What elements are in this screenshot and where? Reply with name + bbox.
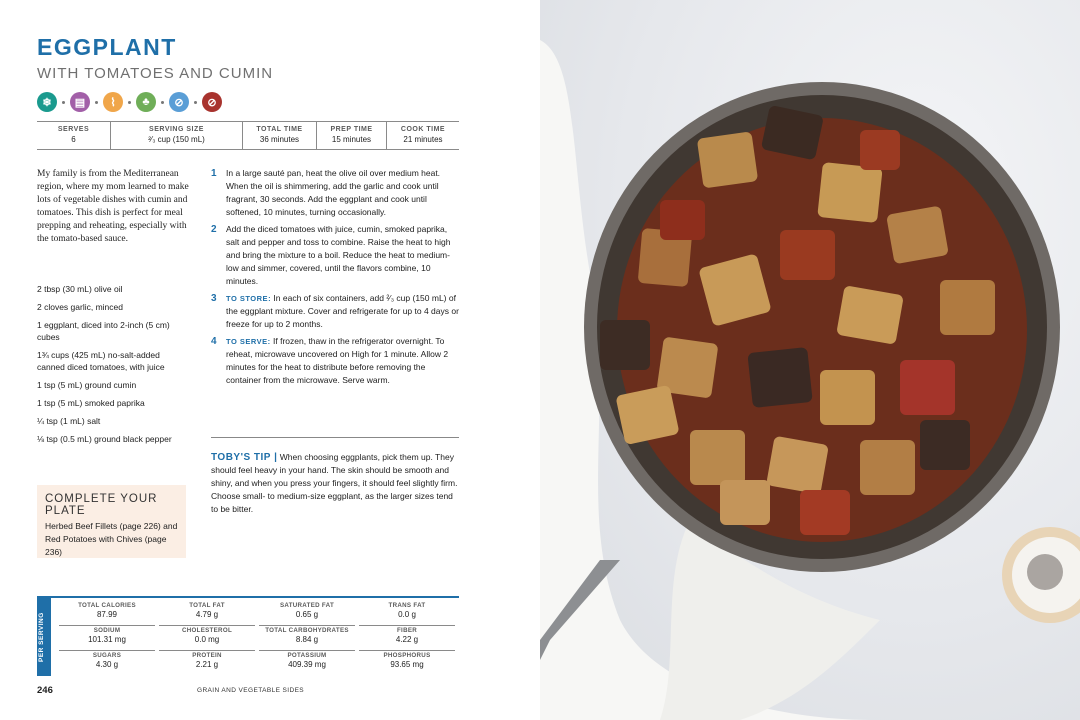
page-number: 246 [37,685,53,696]
stat-label: TOTAL TIME [256,126,303,133]
recipe-intro: My family is from the Mediterranean region, where my mom learned to make lots of vegetable dishes with cumin and tomatoes. This dish is perfect for meal prepping and reheating, especially with the tomato-based sauce. [37,169,189,244]
tobys-tip [211,451,459,516]
stat-value: 6 [71,135,76,144]
nutrient-trans-fat [359,601,455,626]
method-step [211,167,459,219]
ingredient-item: 2 cloves garlic, minced [37,302,123,312]
icon-separator-dot [62,101,65,104]
step-text: In each of six containers, add ²⁄₃ cup (150 mL) of the eggplant mixture. Cover and refrigerate for up to 4 days or freeze for up to 2 months. [226,293,459,329]
stat-serves [37,122,111,149]
nutrient-phosphorus [359,651,455,676]
nutrient-value: 0.65 g [295,610,319,619]
nutrient-fiber [359,626,455,651]
method-step [211,292,459,331]
recipe-subtitle: WITH TOMATOES AND CUMIN [37,65,274,82]
ingredient-item: 2 tbsp (30 mL) olive oil [37,284,123,294]
stat-value: 15 minutes [331,135,372,144]
no-dairy-icon: ⊘ [202,92,222,112]
nutrient-label: CHOLESTEROL [181,627,233,634]
complete-plate-text: Herbed Beef Fillets (page 226) and Red Potatoes with Chives (page 236) [45,521,178,557]
carrot-icon: ⌇ [103,92,123,112]
ingredient-item: 1¾ cups (425 mL) no-salt-added canned diced tomatoes, with juice [37,350,165,372]
nutrient-label: PHOSPHORUS [383,652,431,659]
nutrient-total-fat [159,601,255,626]
nutrient-sugars [59,651,155,676]
stat-serving-size [111,122,243,149]
nutrient-label: SODIUM [93,627,121,634]
stat-prep-time [317,122,387,149]
nutrient-value: 101.31 mg [88,635,126,644]
nutrient-potassium [259,651,355,676]
nutrient-label: SATURATED FAT [279,602,335,609]
icon-separator-dot [161,101,164,104]
stat-label: COOK TIME [400,126,446,133]
step-text: If frozen, thaw in the refrigerator overnight. To reheat, microwave uncovered on High for 1 minute. Allow 2 minutes for the heat to distribute before removing the container from the microwave. Serve warm. [226,336,449,385]
tip-keyword: TOBY'S TIP | [211,452,278,463]
ingredient-item: 1 tsp (5 mL) smoked paprika [37,398,145,408]
nutrient-sodium [59,626,155,651]
snowflake-icon: ❄ [37,92,57,112]
recipe-title: EGGPLANT [37,34,177,60]
nutrient-value: 409.39 mg [288,660,326,669]
nutrient-label: TOTAL CALORIES [78,602,136,609]
nutrient-value: 8.84 g [295,635,319,644]
step-text: In a large sauté pan, heat the olive oil over medium heat. When the oil is shimmering, add the garlic and cook until fragrant, 30 seconds. Add the eggplant and cook until softened, 10 minutes, turning occasionally. [226,168,441,217]
nutrient-value: 0.0 g [398,610,416,619]
eggplant-dish-photo [540,0,1080,720]
stat-value: 21 minutes [403,135,443,144]
nutrition-grid [59,601,459,676]
step-number: 4 [211,336,217,347]
method-step [211,223,459,288]
nutrient-value: 4.79 g [195,610,219,619]
nutrient-total-calories [59,601,155,626]
step-number: 1 [211,168,217,179]
nutrient-value: 4.30 g [95,660,119,669]
nutrient-label: FIBER [396,627,418,634]
nutrient-label: PROTEIN [192,652,222,659]
nutrient-saturated-fat [259,601,355,626]
ingredient-item: 1 eggplant, diced into 2-inch (5 cm) cubes [37,320,170,342]
nutrition-panel [37,596,459,676]
nutrient-value: 93.65 mg [390,660,424,669]
ingredient-item: ⅛ tsp (0.5 mL) ground black pepper [37,434,172,444]
nutrient-label: POTASSIUM [287,652,327,659]
recipe-stats-bar [37,121,459,150]
nutrient-cholesterol [159,626,255,651]
ingredient-item: 1 tsp (5 mL) ground cumin [37,380,137,390]
nutrient-value: 0.0 mg [194,635,220,644]
nutrient-label: TRANS FAT [388,602,426,609]
no-gluten-icon: ⊘ [169,92,189,112]
meal-prep-container-icon: ▤ [70,92,90,112]
diet-icons-row [37,92,222,112]
icon-separator-dot [95,101,98,104]
nutrient-value: 2.21 g [195,660,219,669]
pan-illustration [540,0,1080,720]
method-step [211,335,459,387]
nutrient-label: SUGARS [92,652,122,659]
icon-separator-dot [194,101,197,104]
per-serving-band [37,598,51,676]
ingredient-item: ¼ tsp (1 mL) salt [37,416,101,426]
nutrition-row [59,601,459,626]
complete-your-plate-box [37,485,186,558]
nutrient-value: 4.22 g [395,635,419,644]
method-steps [211,167,459,391]
complete-plate-heading: COMPLETE YOUR PLATE [45,493,158,517]
stat-total-time [243,122,317,149]
nutrition-row [59,651,459,676]
nutrient-label: TOTAL FAT [189,602,225,609]
stat-label: SERVING SIZE [149,126,204,133]
step-keyword: TO STORE: [226,294,272,303]
tip-text: When choosing eggplants, pick them up. They should feel heavy in your hand. The skin should be smooth and shiny, and when you press your fingers, it should feel slightly firm. Choose small- to medium-size eggplant, as the larger sizes tend to be bitter. [211,452,458,514]
stat-label: PREP TIME [330,126,373,133]
stat-value: ²⁄₃ cup (150 mL) [148,135,205,144]
stat-label: SERVES [57,126,90,133]
section-name: GRAIN AND VEGETABLE SIDES [197,687,305,694]
stat-value: 36 minutes [259,135,300,144]
nutrient-value: 87.99 [96,610,118,619]
nutrient-label: TOTAL CARBOHYDRATES [265,627,349,634]
step-keyword: TO SERVE: [226,337,271,346]
step-number: 3 [211,293,217,304]
tip-divider [211,437,459,438]
broccoli-icon: ♣ [136,92,156,112]
step-number: 2 [211,224,217,235]
nutrient-protein [159,651,255,676]
nutrient-total-carbohydrates [259,626,355,651]
nutrition-row [59,626,459,651]
ingredient-list [37,283,187,451]
per-serving-label: PER SERVING [38,612,45,662]
step-text: Add the diced tomatoes with juice, cumin, smoked paprika, salt and pepper and toss to combine. Raise the heat to high and bring the mixture to a boil. Reduce the heat to medium-low and simmer, covered, until the flavors combine, 10 minutes. [226,224,451,286]
icon-separator-dot [128,101,131,104]
stat-cook-time [387,122,459,149]
